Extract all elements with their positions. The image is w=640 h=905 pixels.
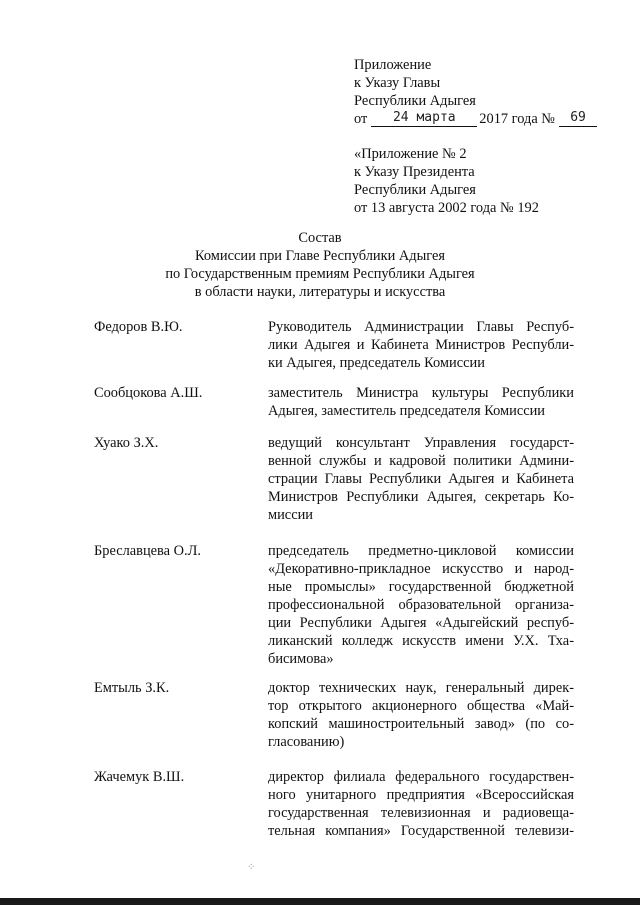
member-role-line: венной службы и кадровой политики Админи- xyxy=(268,453,574,469)
member-name: Федоров В.Ю. xyxy=(94,319,183,335)
member-role-line: страции Главы Республики Адыгея и Кабинета xyxy=(268,471,574,487)
member-role xyxy=(268,318,574,372)
member-name: Жачемук В.Ш. xyxy=(94,769,185,785)
member-role-line: доктор технических наук, генеральный дирек- xyxy=(268,680,574,696)
member-role-line: ведущий консультант Управления государст- xyxy=(268,435,574,451)
member-role-line: ного унитарного предприятия «Всероссийская xyxy=(268,787,574,803)
approval-line-1: Приложение xyxy=(354,57,432,73)
member-role-line: копский машиностроительный завод» (по со- xyxy=(268,716,574,732)
member-role-line: председатель предметно-цикловой комиссии xyxy=(268,543,574,559)
approval-date-field xyxy=(371,112,477,127)
approval-date-handwritten: 24 марта xyxy=(392,110,456,125)
approval-line-2: к Указу Главы xyxy=(354,75,441,91)
member-role-line: ки Адыгея, председатель Комиссии xyxy=(268,355,485,371)
member-role xyxy=(268,679,574,751)
approval-number-field xyxy=(559,112,597,127)
scan-bottom-edge xyxy=(0,898,640,905)
approval-block xyxy=(354,56,624,128)
scan-speck-mark: ⁘ xyxy=(247,862,256,873)
member-role xyxy=(268,542,574,668)
appendix-2-line-2: к Указу Президента xyxy=(354,164,475,180)
title-line-4: в области науки, литературы и искусства xyxy=(194,284,446,300)
approval-number-handwritten: 69 xyxy=(570,110,586,125)
member-role-line: ликанский колледж искусств имени У.Х. Тха- xyxy=(268,633,574,649)
appendix-2-line-3: Республики Адыгея xyxy=(354,182,476,198)
approval-line-3: Республики Адыгея xyxy=(354,93,476,109)
member-name: Сообцокова А.Ш. xyxy=(94,385,203,401)
appendix-2-line-1: «Приложение № 2 xyxy=(354,146,467,162)
member-role-line: тельная компания» Государственной телевизи- xyxy=(268,823,574,839)
member-name: Хуако З.Х. xyxy=(94,435,159,451)
member-role-line: государственная телевизионная и радиовеща- xyxy=(268,805,574,821)
title-line-1: Состав xyxy=(298,230,342,246)
approval-year-text: 2017 года № xyxy=(479,111,556,127)
member-role-line: профессиональной образовательной организа- xyxy=(268,597,574,613)
appendix-2-block xyxy=(354,145,624,217)
title-line-3: по Государственным премиям Республики Адыгея xyxy=(165,266,475,282)
member-role-line: Министров Республики Адыгея, секретарь Ко- xyxy=(268,489,574,505)
member-role-line: Адыгея, заместитель председателя Комиссии xyxy=(268,403,545,419)
approval-date-line xyxy=(354,110,624,128)
member-role-line: ции Республики Адыгея «Адыгейский респуб- xyxy=(268,615,574,631)
member-role xyxy=(268,768,574,840)
member-role-line: миссии xyxy=(268,507,313,523)
member-role-line: Руководитель Администрации Главы Респуб- xyxy=(268,319,574,335)
member-role-line: директор филиала федерального государствен- xyxy=(268,769,574,785)
member-role-line: «Декоративно-прикладное искусство и народ- xyxy=(268,561,574,577)
member-role-line: лики Адыгея и Кабинета Министров Республи- xyxy=(268,337,574,353)
member-role-line: заместитель Министра культуры Республики xyxy=(268,385,574,401)
member-role xyxy=(268,384,574,420)
member-role-line: гласованию) xyxy=(268,734,345,750)
document-title xyxy=(0,229,640,301)
member-role xyxy=(268,434,574,524)
member-name: Емтыль З.К. xyxy=(94,680,170,696)
member-role-line: ные промыслы» государственной бюджетной xyxy=(268,579,574,595)
title-line-2: Комиссии при Главе Республики Адыгея xyxy=(195,248,445,264)
member-role-line: тор открытого акционерного общества «Май- xyxy=(268,698,574,714)
approval-from-prefix: от xyxy=(354,111,368,127)
member-name: Бреславцева О.Л. xyxy=(94,543,201,559)
appendix-2-line-4: от 13 августа 2002 года № 192 xyxy=(354,200,539,216)
member-role-line: бисимова» xyxy=(268,651,334,667)
